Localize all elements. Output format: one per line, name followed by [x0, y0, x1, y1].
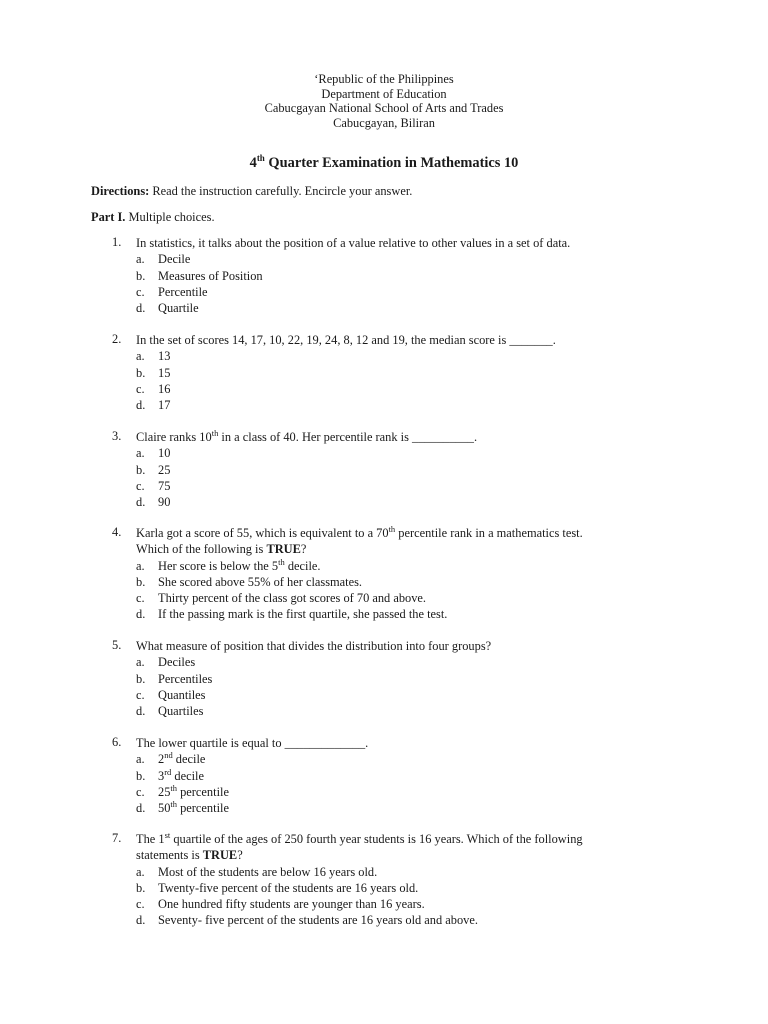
option-d[interactable]: d. Seventy- five percent of the students are 16 years old and above. [136, 913, 478, 928]
question-number: 6. [112, 735, 122, 749]
question-text: Claire ranks 10th in a class of 40. Her percentile rank is __________. [136, 427, 478, 444]
option-c[interactable]: c. 75 [136, 478, 171, 493]
option-c[interactable]: c. Thirty percent of the class got scores of 70 and above. [136, 591, 427, 606]
part-label: Part I. [91, 210, 126, 224]
options-list [136, 864, 692, 929]
question-7 [112, 831, 692, 929]
question-number: 5. [112, 638, 122, 652]
question-number: 7. [112, 831, 122, 845]
header-republic: ‘Republic of the Philippines [314, 72, 454, 86]
question-5 [112, 638, 692, 719]
option-c[interactable]: c. 25th percentile [136, 782, 229, 799]
option-b[interactable]: b. 25 [136, 462, 171, 477]
header-school: Cabucgayan National School of Arts and Trades [264, 101, 504, 116]
question-text: In the set of scores 14, 17, 10, 22, 19, 24, 8, 12 and 19, the median score is _______. [136, 333, 556, 347]
option-a[interactable]: a. 10 [136, 446, 171, 461]
question-text: The lower quartile is equal to _____________. [136, 736, 369, 750]
question-number: 3. [112, 429, 122, 443]
options-list [136, 251, 692, 316]
header-location: Cabucgayan, Biliran [333, 115, 435, 130]
option-a[interactable]: a. Most of the students are below 16 years old. [136, 864, 378, 879]
part-text: Multiple choices. [125, 210, 215, 224]
title-number: 4 [249, 155, 257, 171]
option-a[interactable]: a. Her score is below the 5th decile. [136, 556, 321, 573]
question-number: 1. [112, 235, 122, 249]
question-2 [112, 332, 692, 413]
option-c[interactable]: c. 16 [136, 381, 171, 396]
options-list [136, 558, 692, 623]
option-a[interactable]: a. 2nd decile [136, 750, 206, 767]
question-number: 2. [112, 332, 122, 346]
question-text: The 1st quartile of the ages of 250 fourth year students is 16 years. Which of the following statements is TRUE? [136, 829, 583, 863]
option-d[interactable]: d. Quartile [136, 301, 199, 316]
option-d[interactable]: d. If the passing mark is the first quartile, she passed the test. [136, 607, 448, 622]
question-text: What measure of position that divides the distribution into four groups? [136, 639, 492, 653]
option-c[interactable]: c. One hundred fifty students are younger than 16 years. [136, 897, 425, 912]
option-b[interactable]: b. 3rd decile [136, 766, 204, 783]
question-text: In statistics, it talks about the position of a value relative to other values in a set of data. [136, 236, 571, 250]
option-d[interactable]: d. Quartiles [136, 704, 204, 719]
option-a[interactable]: a. Decile [136, 252, 191, 267]
question-6 [112, 735, 692, 816]
question-1 [112, 235, 692, 316]
title-rest: Quarter Examination in Mathematics 10 [264, 155, 519, 171]
option-c[interactable]: c. Quantiles [136, 687, 206, 702]
part-heading [91, 210, 215, 225]
option-b[interactable]: b. Measures of Position [136, 268, 263, 283]
directions-label: Directions: [91, 184, 150, 198]
option-b[interactable]: b. Percentiles [136, 671, 213, 686]
options-list [136, 751, 692, 816]
question-number: 4. [112, 525, 122, 539]
directions [91, 184, 412, 199]
options-list [136, 348, 692, 413]
option-c[interactable]: c. Percentile [136, 284, 208, 299]
option-b[interactable]: b. Twenty-five percent of the students are 16 years old. [136, 880, 419, 895]
option-b[interactable]: b. 15 [136, 365, 171, 380]
title-sup: th [256, 153, 265, 164]
options-list [136, 654, 692, 719]
question-3 [112, 429, 692, 510]
option-a[interactable]: a. Deciles [136, 655, 196, 670]
exam-title [0, 155, 768, 172]
option-d[interactable]: d. 90 [136, 495, 171, 510]
option-b[interactable]: b. She scored above 55% of her classmates. [136, 574, 363, 589]
question-text: Karla got a score of 55, which is equivalent to a 70th percentile rank in a mathematics test. Which of the following is TRUE? [136, 523, 583, 557]
option-a[interactable]: a. 13 [136, 349, 171, 364]
header-department: Department of Education [321, 86, 447, 101]
directions-text: Read the instruction carefully. Encircle your answer. [149, 184, 413, 198]
question-4 [112, 525, 692, 623]
option-d[interactable]: d. 50th percentile [136, 799, 229, 816]
school-header [0, 72, 768, 130]
options-list [136, 445, 692, 510]
option-d[interactable]: d. 17 [136, 398, 171, 413]
